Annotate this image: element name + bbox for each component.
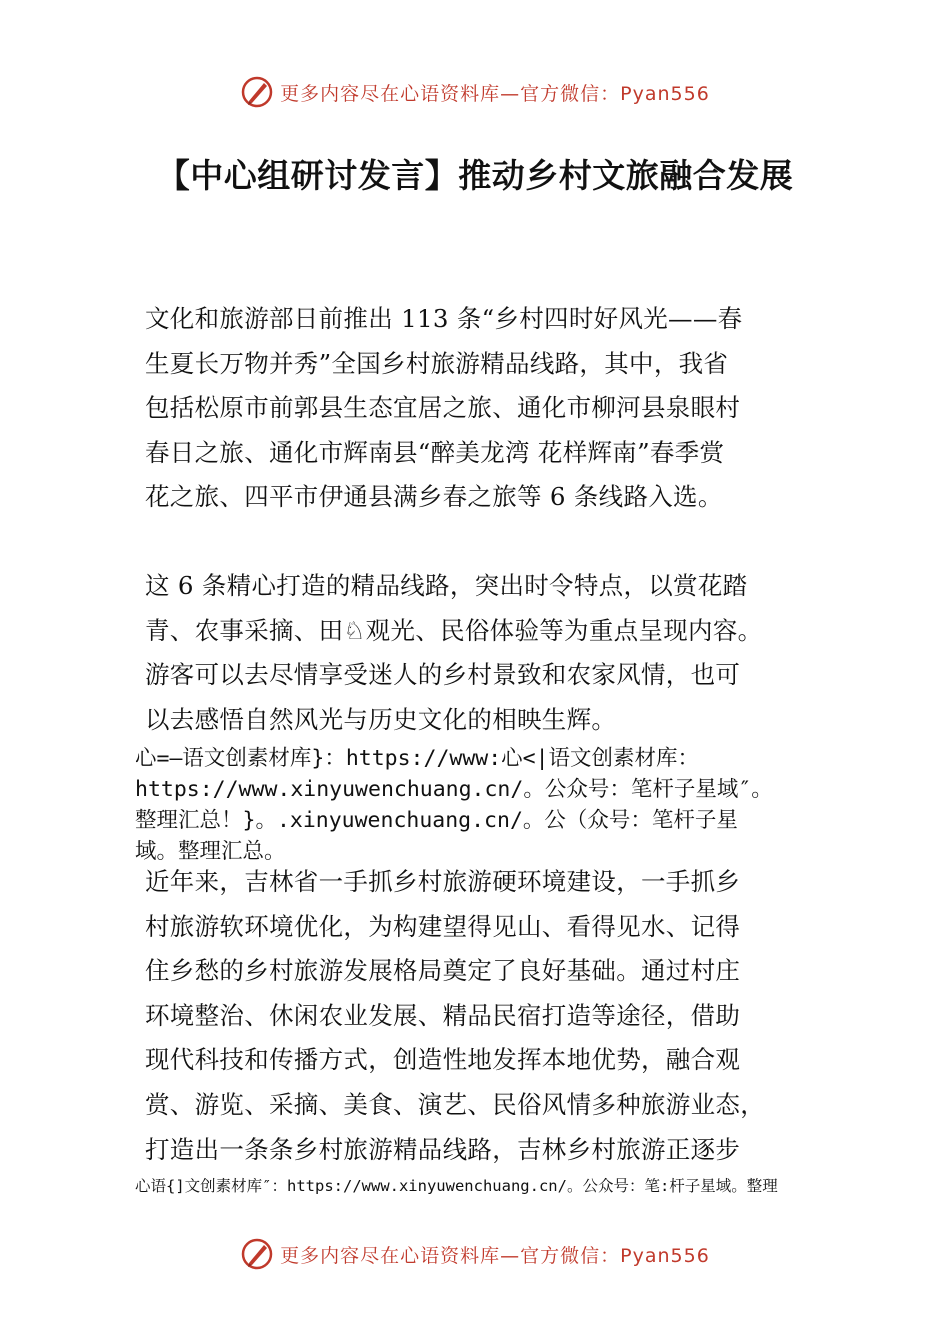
paragraph-line: 近年来，吉林省一手抓乡村旅游硬环境建设，一手抓乡 <box>145 867 741 896</box>
watermark-text-2 <box>135 1172 855 1200</box>
paragraph-1 <box>145 297 820 520</box>
banner-main-text: 更多内容尽在心语资料库 <box>280 82 501 105</box>
paragraph-line: 这 6 条精心打造的精品线路，突出时令特点，以赏花踏 <box>145 571 748 600</box>
header-banner <box>0 72 950 112</box>
paragraph-line: 村旅游软环境优化，为构建望得见山、看得见水、记得 <box>145 911 741 941</box>
paragraph-line: 游客可以去尽情享受迷人的乡村景致和农家风情，也可 <box>145 660 741 690</box>
paragraph-line: 环境整治、休闲农业发展、精品民宿打造等途径，借助 <box>145 1000 741 1030</box>
paragraph-line: 青、农事采摘、田♘观光、民俗体验等为重点呈现内容。 <box>145 615 763 645</box>
paragraph-line: 春日之旅、通化市辉南县“醉美龙湾 花样辉南”春季赏 <box>145 437 725 467</box>
paragraph-3 <box>145 860 820 1172</box>
paragraph-line: 打造出一条条乡村旅游精品线路，吉林乡村旅游正逐步 <box>145 1134 741 1164</box>
paragraph-line: 住乡愁的乡村旅游发展格局奠定了良好基础。通过村庄 <box>145 956 741 986</box>
watermark-line: 整理汇总！}。.xinyuwenchuang.cn/。公（众号：笔杆子星 <box>135 808 738 833</box>
banner-text <box>280 79 710 106</box>
paragraph-2 <box>145 564 820 742</box>
paragraph-line: 赏、游览、采摘、美食、演艺、民俗风情多种旅游业态， <box>145 1089 765 1119</box>
paragraph-line: 以去感悟自然风光与历史文化的相映生辉。 <box>145 704 617 734</box>
banner-text <box>280 1241 710 1268</box>
watermark-text-1 <box>135 743 855 867</box>
banner-wechat-text: 官方微信：Pyan556 <box>520 1244 710 1267</box>
paragraph-line: 花之旅、四平市伊通县满乡春之旅等 6 条线路入选。 <box>145 482 723 512</box>
banner-separator: — <box>500 1244 521 1267</box>
paragraph-line: 包括松原市前郭县生态宜居之旅、通化市柳河县泉眼村 <box>145 393 741 423</box>
pen-logo-icon <box>240 75 274 109</box>
banner-separator: — <box>500 82 521 105</box>
paragraph-line: 现代科技和传播方式，创造性地发挥本地优势，融合观 <box>145 1045 741 1075</box>
banner-main-text: 更多内容尽在心语资料库 <box>280 1244 501 1267</box>
footer-banner <box>0 1234 950 1274</box>
paragraph-line: 生夏长万物并秀”全国乡村旅游精品线路，其中，我省 <box>145 348 729 378</box>
document-title: 【中心组研讨发言】推动乡村文旅融合发展 <box>156 156 794 195</box>
paragraph-line: 文化和旅游部日前推出 113 条“乡村四时好风光——春 <box>145 304 743 333</box>
watermark-line: https://www.xinyuwenchuang.cn/。公众号：笔杆子星域″。 <box>135 777 773 802</box>
watermark-line: 心=—语文创素材库}：https://www:心<|语文创素材库： <box>135 746 700 771</box>
banner-wechat-text: 官方微信：Pyan556 <box>520 82 710 105</box>
pen-logo-icon <box>240 1237 274 1271</box>
watermark-line: 心语{]文创素材库″：https://www.xinyuwenchuang.cn/。公众号：笔:杆子星域。整理 <box>135 1177 778 1195</box>
watermark-line: 域。整理汇总。 <box>135 839 286 864</box>
